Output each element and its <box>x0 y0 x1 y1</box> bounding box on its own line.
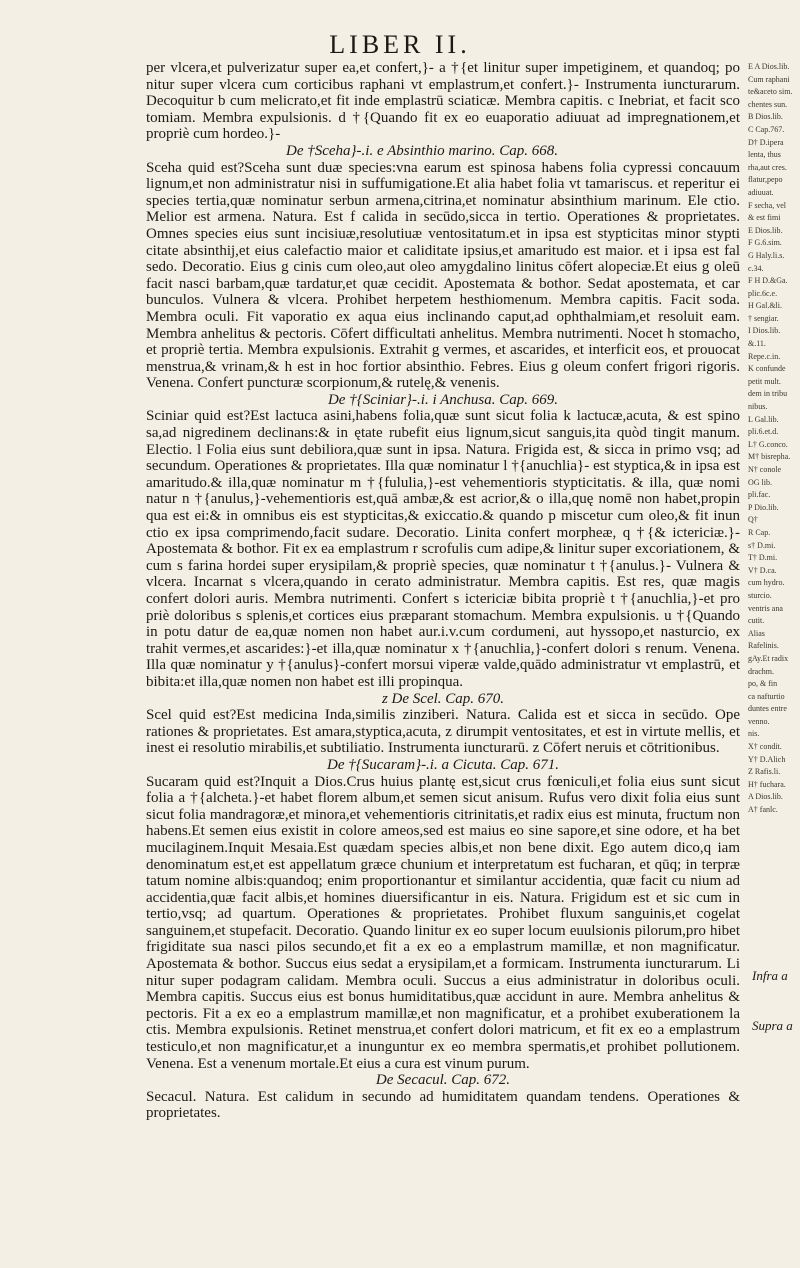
margin-note: &.11. <box>748 339 766 349</box>
margin-note: H Gal.&li. <box>748 301 782 311</box>
margin-note: lenta, thus <box>748 150 781 160</box>
paragraph-670: Scel quid est?Est medicina Inda,similis zinziberi. Natura. Calida est et sicca in secūdo. Ope rationes & proprietates. Est amara,styptica,acuta, z dirumpit ventositates, et est in virtute mellis, et inest ei resolutio mirabilis,et subtiliatio. Instrumenta iuncturarū. z Cōfert neruis et cōtritionibus. <box>146 707 740 757</box>
margin-note: F H D.&Ga. <box>748 276 788 286</box>
margin-note: G Haly.li.s. <box>748 250 785 260</box>
margin-note: T† D.mi. <box>748 553 778 563</box>
margin-note: Repe.c.in. <box>748 351 781 361</box>
margin-note: drachm. <box>748 666 774 676</box>
margin-note: V† D.ca. <box>748 565 777 575</box>
chapter-heading-670: z De Scel. Cap. 670. <box>381 690 505 707</box>
margin-note: pli.6.et.d. <box>748 427 779 437</box>
margin-note: & est fimi <box>748 213 781 223</box>
paragraph-671: Sucaram quid est?Inquit a Dios.Crus huius plantę est,sicut crus fœniculi,et folia eius sunt sicut folia a †{alcheta.}-et habet florem album,et semen sicut anisum. Rufus vero dixit folia eius sunt sicut folia mandragoræ,et minora,et vehementioris citrinitatis,et radix eius est minuta, fructum non habens.Et semen eius existit in colore ameos,sed est maius eo sine sapore,et sine odore, et ha bet mucilaginem.Inquit Mesaia.Est quædam species albis,et non bene dixit. Ego autem dico,q iam denominatum est,et est appellatum græce chunium et interpretatum est fucharan, et qūq; in terpræ tatum nomine albis:quandoq; enim proportionantur et similantur accidentia, quæ facit cu nium ad accidentia,quæ facit albis,et homines diuersificantur in eis. Natura. Frigidum est et sic cum in tertio,vsq; ad quartum. Operationes & proprietates. Prohibet fluxum sanguinis,et cogelat sanguinem,et stupefacit. Decoratio. Quando linitur ex eo super locum euulsionis pilorum,pro hibet frigiditate sua nasci pilos secundo,et fit a ex eo a emplastrum mamillæ, et non magnificatur. Apostemata & bothor. Succus eius sedat a erysipilam,et a formicam. Instrumenta iuncturarum. Li nitur super podagram calidam. Membra oculi. Succus a eius administratur in doloribus oculi. Membra capitis. Succus eius est bonus humiditatibus,quæ accidunt in aure. Membra anhelitus & pectoris. Fit a ex eo a emplastrum mamillæ,et non magnificatur, et a prohibet exuberationem la ctis. Membra expulsionis. Retinet menstrua,et confert dolori matricum, et fit ex eo a emplastrum testiculo,et non magnificatur,et a inunguntur ex eo membra spermatis,et prohibet pollutionem. Venena. Est a venenum mortale.Et eius a cura est vinum purum. <box>146 773 740 1072</box>
margin-note: E A Dios.lib. <box>748 62 790 71</box>
margin-note: po, & fin <box>748 679 778 689</box>
margin-note: adiuuat. <box>748 187 774 197</box>
margin-note: B Dios.lib. <box>748 112 783 122</box>
margin-note: A† fanlc. <box>748 805 778 815</box>
margin-note: I Dios.lib. <box>748 326 781 336</box>
chapter-heading-671: De †{Sucaram}-.i. a Cicuta. Cap. 671. <box>327 756 559 773</box>
margin-note: cutit. <box>748 616 765 626</box>
margin-note: Y† D.Alich <box>748 754 786 764</box>
margin-note: ca nafturtio <box>748 691 785 701</box>
paragraph-669: Sciniar quid est?Est lactuca asini,habens folia,quæ sunt sicut folia k lactucæ,acuta, & est spino sa,ad nigredinem declinans:& in ętate rubefit eius lignum,sicut sanguis,ita quòd tingit manum. Electio. l Folia eius sunt debiliora,quæ sunt in ipsa. Natura. Frigida est, & sicca in primo vsq; ad secundum. Operationes & proprietates. Illa quæ nominatur l †{anuchlia}- est styptica,& in ipsa est amaritudo.& illa,quæ nominatur m †{fululia,}-est vehementioris stypticitatis. & illa, quæ nomi natur n †{anulus,}-vehementioris est,quā ambæ,& est acrior,& o illa,quę nomē non habet,propin qua est ei:& in omnibus eis est stypticitas,& exiccatio.& quando p miscetur cum oleo,& fit inun ctio ex ipsa comprimendo,facit sudare. Decoratio. Linita confert morpheæ, q †{& ictericiæ.}- Apostemata & bothor. Fit ex ea emplastrum r scrofulis cum adipe,& linitur super excoriationem, & cum s farina hordei super erysipilam,& propriè species, quæ nominatur t †{anulus.}- Vulnera & vlcera. Incarnat s vlcera,quando in cerato administratur. Membra capitis. Est res, quæ magis confert dolori auris. Membra nutrimenti. Confert s ictericiæ bibita propriè t †{anuchlia,}-et pro priè doloribus s splenis,et cortices eius præparant stomachum. Membra expulsionis. u †{Quando in potu datur de ea,quæ nomen non habet aur.i.v.cum cordumeni, aut hyssopo,et nasturcio, ex trahit vermes,et ascarides:}-et illa,quæ nominatur x †{anuchlia,}-confert dolori s renum. Venena. Illa quæ nominatur y †{anulus}-confert morsui viperæ valde,quādo administratur vt emplastrū, et bibita:et illa,quæ nomen non habet est illi propinqua. <box>146 408 740 690</box>
margin-note: Q† <box>748 515 758 525</box>
margin-note: † sengiar. <box>748 313 779 323</box>
margin-note: chentes sun. <box>748 99 788 109</box>
margin-note: nis. <box>748 729 760 739</box>
margin-note: gAy.Et radix <box>748 653 789 663</box>
margin-note: E Dios.lib. <box>748 225 783 235</box>
margin-note: A Dios.lib. <box>748 792 783 802</box>
margin-note: C Cap.767. <box>748 124 785 134</box>
margin-note: rha,aut cres. <box>748 162 787 172</box>
margin-note: P Dio.lib. <box>748 502 779 512</box>
margin-note: N† conole <box>748 465 782 474</box>
margin-note: ventris ana <box>748 603 783 613</box>
margin-note: flatur,pepo <box>748 175 783 185</box>
margin-note: te&aceto sim. <box>748 87 793 97</box>
margin-note-supra: Supra a <box>752 1018 793 1033</box>
margin-note: OG lib. <box>748 477 772 487</box>
running-head: LIBER II. <box>329 30 471 59</box>
margin-note: sturcio. <box>748 590 772 600</box>
margin-note: M† bisrepha. <box>748 452 791 462</box>
paragraph-intro: per vlcera,et pulverizatur super ea,et confert,}- a †{et linitur super impetiginem, et quandoq; po nitur super vlcera cum corticibus raphani vt emplastrum,et confert.}- Instrumenta iuncturarum. Decoquitur b cum melicrato,et fit inde emplastrū sciaticæ. Membra capitis. c Inebriat, et facit sco tomiam. Membra expulsionis. d †{Quando fit ex eo euaporatio adiuuat ad impregnationem,et propriè cum hordeo.}- <box>146 60 740 143</box>
margin-note-infra: Infra a <box>752 968 788 983</box>
margin-note: F secha, vel <box>748 200 786 210</box>
margin-note: s† D.mi. <box>748 540 776 550</box>
margin-note: K confunde <box>748 364 786 374</box>
margin-note: L† G.conco. <box>748 439 788 449</box>
margin-note: Rafelinis. <box>748 641 779 651</box>
main-text-column <box>146 60 740 1122</box>
paragraph-672: Secacul. Natura. Est calidum in secundo ad humiditatem quandam tendens. Operationes & proprietates. <box>146 1088 740 1122</box>
chapter-heading-672: De Secacul. Cap. 672. <box>375 1072 511 1089</box>
margin-note: L Gal.lib. <box>748 414 779 424</box>
chapter-heading-668: De †Sceha}-.i. e Absinthio marino. Cap. 668. <box>286 142 558 159</box>
chapter-heading-669: De †{Sciniar}-.i. i Anchusa. Cap. 669. <box>327 391 559 408</box>
margin-note: venno. <box>748 716 770 726</box>
marginal-notes-column <box>748 62 798 818</box>
margin-note: dem in tribu <box>748 389 788 399</box>
margin-note: cum hydro. <box>748 578 785 588</box>
margin-note: Z Rafis.li. <box>748 767 781 777</box>
margin-note: H† fuchara. <box>748 779 786 789</box>
margin-note: X† condit. <box>748 742 782 752</box>
margin-note: duntes entre <box>748 704 787 714</box>
margin-note: R Cap. <box>748 527 771 537</box>
margin-note: Cum raphani <box>748 74 790 84</box>
margin-note: F G.6.sim. <box>748 238 782 248</box>
margin-note: D† D.ipera <box>748 137 784 147</box>
margin-note: nibus. <box>748 402 768 412</box>
margin-note: petit mult. <box>748 376 781 386</box>
margin-note: c.34. <box>748 263 764 273</box>
margin-note: Alias <box>748 628 765 638</box>
margin-note: plic.6c.e. <box>748 288 778 298</box>
paragraph-668: Sceha quid est?Sceha sunt duæ species:vna earum est spinosa habens folia cypressi concauum lignum,et non administratur nisi in suffumigatione.Et alia habet folia vt tamariscus. et reperitur ei species tertia,quæ nominatur serbun armena,citrina,et nominatur absinthium marinum. Ele ctio. Melior est armena. Natura. Est f calida in secūdo,sicca in tertio. Operationes & proprietates. Omnes species eius sunt incisiuæ,resolutiuæ ventositatum.et in ipsa est stypticitas minor stypti citate absinthij,et eius calefactio maior et caliditate ipsius,et amaritudo est maior. et i ipsa est fal sedo. Decoratio. Eius g cinis cum oleo,aut oleo amygdalino linitus cōfert alopeciæ.Et eius g oleū facit nasci barbam,quæ tardatur,et quæ cecidit. Apostemata & bothor. Sedat apostemata, et car bunculos. Vulnera & vlcera. Prohibet herpetem hesthiomenum. Membra capitis. Facit soda. Membra oculi. Fit vaporatio ex aqua eius inclinando caput,ad ophthalmiam,et resoluit eam. Membra anhelitus & pectoris. Cōfert difficultati anhelitus. Membra nutrimenti. Nocet h stomacho, et propriè tertia. Membra expulsionis. Extrahit g vermes, et ascarides, et interficit eos, et prouocat menstrua,& vrinam,& h est in hoc fortior absinthio. Febres. Eius g oleum confert frigori rigoris. Venena. Confert puncturæ scorpionum,& rutelę,& venenis. <box>146 159 740 392</box>
margin-note: pli.fac. <box>748 490 771 500</box>
